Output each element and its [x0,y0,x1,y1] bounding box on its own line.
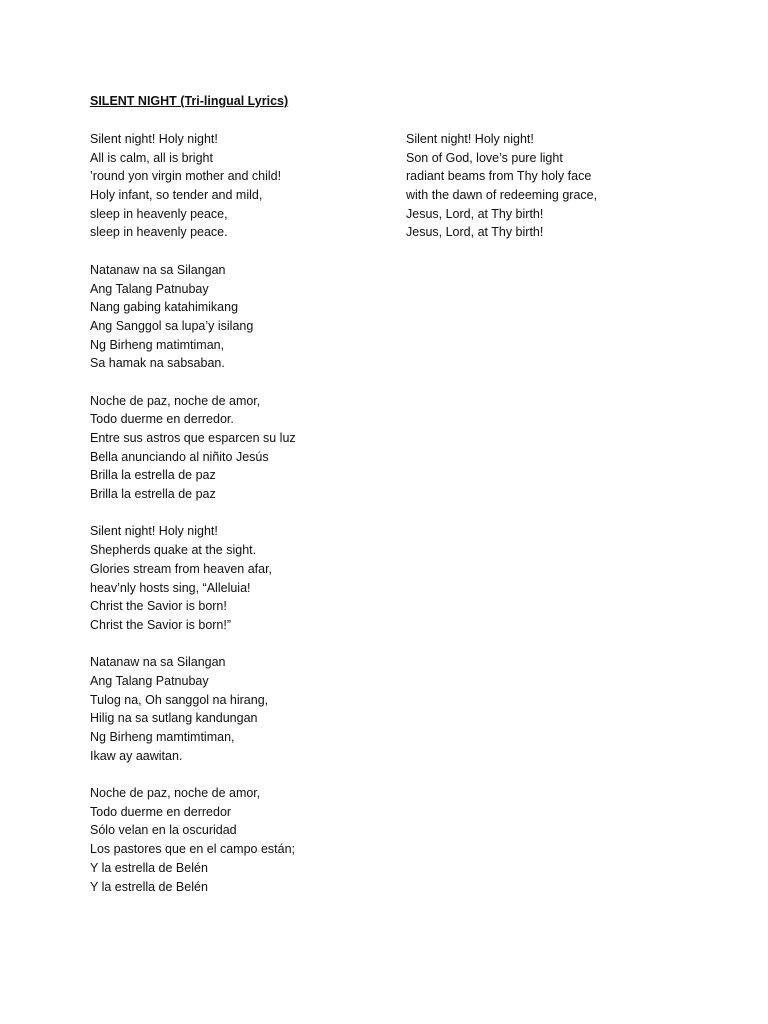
lyric-line: Noche de paz, noche de amor, [90,393,261,408]
lyric-line: Brilla la estrella de paz [90,468,216,483]
stanza [90,522,390,634]
lyric-line: Silent night! Holy night! [90,132,218,146]
lyric-line: Natanaw na sa Silangan [90,655,226,670]
stanza [406,130,706,242]
lyric-line: with the dawn of redeeming grace, [406,188,598,203]
lyric-line: Brilla la estrella de paz [90,487,216,502]
lyric-line: heav’nly hosts sing, “Alleluia! [90,580,251,595]
lyric-line: Y la estrella de Belén [90,860,208,875]
lyric-line: Silent night! Holy night! [90,524,218,539]
lyric-line: Ang Talang Patnubay [90,281,209,296]
lyric-line: Christ the Savior is born! [90,599,227,614]
lyric-line: Jesus, Lord, at Thy birth! [406,206,544,221]
lyric-line: ’round yon virgin mother and child! [90,169,282,184]
lyric-line: sleep in heavenly peace. [90,225,228,240]
lyric-line: Bella anunciando al niñito Jesús [90,449,269,464]
lyric-line: Silent night! Holy night! [406,132,534,146]
lyric-line: Noche de paz, noche de amor, [90,786,261,801]
lyric-line: Christ the Savior is born!” [90,617,232,632]
lyric-line: Todo duerme en derredor. [90,412,234,427]
lyric-line: Holy infant, so tender and mild, [90,188,263,203]
lyric-line: Los pastores que en el campo están; [90,842,295,857]
lyric-line: Entre sus astros que esparcen su luz [90,431,296,445]
lyric-line: Hilig na sa sutlang kandungan [90,711,258,726]
lyric-line: Tulog na, Oh sanggol na hirang, [90,692,269,707]
lyric-line: Todo duerme en derredor [90,804,232,819]
lyric-line: Ang Talang Patnubay [90,673,209,688]
lyrics-column-left [90,130,390,915]
lyric-line: Jesus, Lord, at Thy birth! [406,225,544,240]
document-title: SILENT NIGHT (Tri-lingual Lyrics) [90,94,289,108]
lyrics-column-right [406,130,706,261]
lyric-line: Nang gabing katahimikang [90,300,239,315]
lyric-line: Natanaw na sa Silangan [90,262,226,277]
lyric-line: Sa hamak na sabsaban. [90,356,225,371]
stanza [90,261,390,373]
lyric-line: Sólo velan en la oscuridad [90,823,237,838]
stanza [90,784,390,896]
lyric-line: Ng Birheng mamtimtiman, [90,730,235,744]
lyric-line: Ang Sanggol sa lupa’y isilang [90,318,254,333]
lyric-line: Glories stream from heaven afar, [90,561,273,576]
lyric-line: radiant beams from Thy holy face [406,169,592,184]
lyric-line: Ikaw ay aawitan. [90,748,183,763]
lyric-line: Son of God, love’s pure light [406,150,563,165]
lyric-line: Y la estrella de Belén [90,879,208,894]
stanza [90,653,390,765]
stanza [90,130,390,242]
stanza [90,392,390,504]
lyric-line: sleep in heavenly peace, [90,206,228,221]
lyric-line: Shepherds quake at the sight. [90,543,257,558]
lyric-line: Ng Birheng matimtiman, [90,337,225,352]
lyric-line: All is calm, all is bright [90,150,213,165]
